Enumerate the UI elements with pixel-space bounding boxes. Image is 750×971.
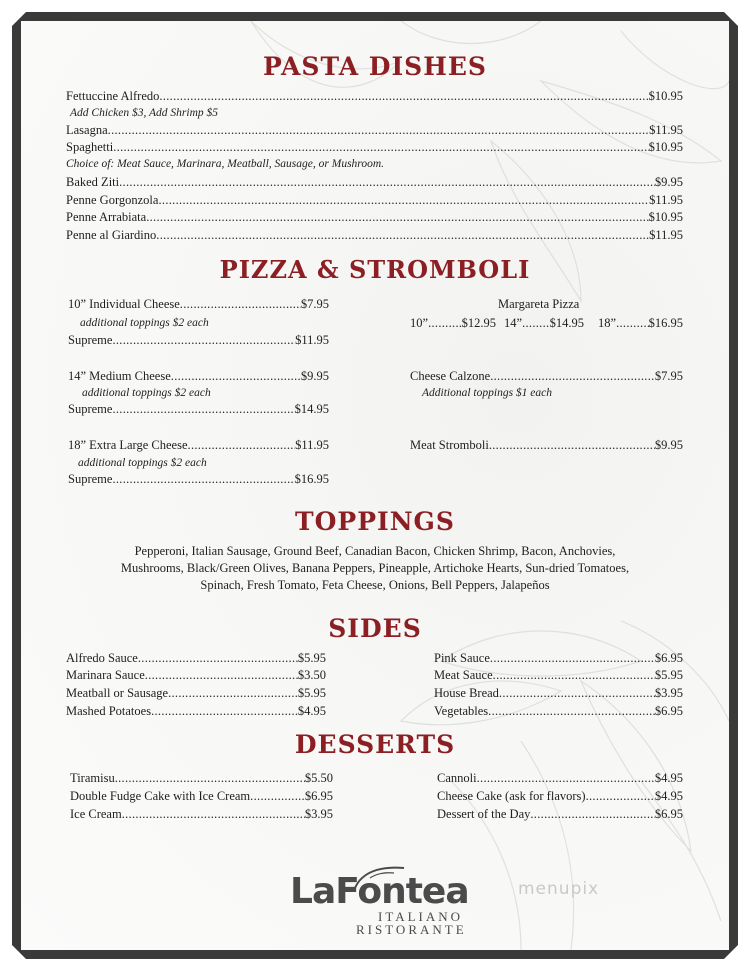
leader-dots <box>493 668 655 682</box>
leader-dots <box>112 402 294 416</box>
item-name: Supreme <box>68 472 113 486</box>
item-name: Alfredo Sauce <box>66 651 138 665</box>
menu-item <box>68 333 329 347</box>
menu-item <box>66 175 683 189</box>
menu-item <box>66 668 326 682</box>
menu-item <box>434 704 683 718</box>
toppings-list <box>40 543 710 594</box>
item-note: Choice of: Meat Sauce, Marinara, Meatball, Sausage, or Mushroom. <box>66 158 385 170</box>
item-price: $4.95 <box>654 789 683 803</box>
item-price: $9.95 <box>654 438 683 452</box>
menupix-watermark: menupix <box>518 879 600 899</box>
size-label: 14” <box>504 316 523 330</box>
margareta-title: Margareta Pizza <box>498 297 580 311</box>
menu-item <box>66 704 326 718</box>
item-price: $5.95 <box>297 686 326 700</box>
leader-dots <box>168 686 298 700</box>
item-price: $16.95 <box>294 472 329 486</box>
leader-dots <box>115 771 305 785</box>
leader-dots <box>122 807 305 821</box>
size-label: 10” <box>410 316 429 330</box>
leader-dots <box>489 438 655 452</box>
item-price: $11.95 <box>649 228 683 242</box>
item-price: $3.50 <box>297 668 326 682</box>
leader-dots <box>171 369 301 383</box>
item-name: House Bread <box>434 686 499 700</box>
menu-item <box>68 472 329 486</box>
item-price: $10.95 <box>648 210 683 224</box>
item-name: Baked Ziti <box>66 175 120 189</box>
margareta-size-10 <box>410 316 496 330</box>
item-name: Ice Cream <box>70 807 122 821</box>
menu-item <box>68 297 329 311</box>
section-title-sides: SIDES <box>328 614 422 643</box>
item-name: Supreme <box>68 333 113 347</box>
item-price: $11.95 <box>649 193 683 207</box>
menu-item <box>66 89 683 103</box>
leader-dots <box>146 210 648 224</box>
menu-item <box>434 668 683 682</box>
leader-dots <box>108 123 649 137</box>
item-price: $6.95 <box>654 651 683 665</box>
leader-dots <box>250 789 305 803</box>
item-price: $7.95 <box>654 369 683 383</box>
item-name: Penne Gorgonzola <box>66 193 159 207</box>
item-price: $7.95 <box>300 297 329 311</box>
item-price: $11.95 <box>649 123 683 137</box>
item-price: $6.95 <box>654 704 683 718</box>
size-price: $16.95 <box>648 316 683 330</box>
item-price: $10.95 <box>648 89 683 103</box>
leader-dots <box>159 89 648 103</box>
item-note: additional toppings $2 each <box>78 457 207 469</box>
leader-dots <box>113 140 648 154</box>
restaurant-logo: LaFontea <box>290 871 469 912</box>
size-price: $14.95 <box>549 316 584 330</box>
leader-dots <box>490 369 655 383</box>
leader-dots <box>488 704 655 718</box>
menu-item <box>437 807 683 821</box>
leader-dots <box>428 316 462 330</box>
leader-dots <box>530 807 655 821</box>
item-name: 14” Medium Cheese <box>68 369 171 383</box>
item-note: additional toppings $2 each <box>80 317 209 329</box>
menu-item <box>68 402 329 416</box>
item-name: Marinara Sauce <box>66 668 145 682</box>
menu-item <box>66 193 683 207</box>
item-name: Meat Sauce <box>434 668 493 682</box>
leader-dots <box>151 704 298 718</box>
item-price: $9.95 <box>654 175 683 189</box>
leader-dots <box>112 472 294 486</box>
section-title-pizza: PIZZA & STROMBOLI <box>219 255 531 284</box>
item-name: Pink Sauce <box>434 651 490 665</box>
size-price: $12.95 <box>461 316 496 330</box>
item-note: additional toppings $2 each <box>82 387 211 399</box>
item-price: $5.50 <box>304 771 333 785</box>
leader-dots <box>158 193 649 207</box>
item-name: 10” Individual Cheese <box>68 297 180 311</box>
margareta-size-18 <box>598 316 683 330</box>
leader-dots <box>188 438 296 452</box>
menu-item <box>66 228 683 242</box>
item-price: $6.95 <box>654 807 683 821</box>
menu-item <box>410 438 683 452</box>
item-name: Fettuccine Alfredo <box>66 89 160 103</box>
menu-item <box>66 123 683 137</box>
item-name: Dessert of the Day <box>437 807 531 821</box>
item-price: $4.95 <box>654 771 683 785</box>
item-name: Cheese Cake (ask for flavors) <box>437 789 586 803</box>
item-name: Meatball or Sausage <box>66 686 169 700</box>
size-label: 18” <box>598 316 617 330</box>
item-name: Meat Stromboli <box>410 438 489 452</box>
leader-dots <box>119 175 655 189</box>
leader-dots <box>180 297 301 311</box>
item-name: Cannoli <box>437 771 477 785</box>
margareta-size-14 <box>504 316 584 330</box>
leader-dots <box>499 686 655 700</box>
item-name: 18” Extra Large Cheese <box>68 438 188 452</box>
item-name: Mashed Potatoes <box>66 704 152 718</box>
menu-item <box>437 789 683 803</box>
leader-dots <box>477 771 655 785</box>
item-name: Tiramisu <box>70 771 115 785</box>
menu-item <box>66 140 683 154</box>
item-price: $10.95 <box>648 140 683 154</box>
item-note: Additional toppings $1 each <box>422 387 553 399</box>
item-name: Cheese Calzone <box>410 369 491 383</box>
leader-dots <box>490 651 655 665</box>
menu-item <box>70 807 333 821</box>
menu-item <box>434 651 683 665</box>
item-name: Penne Arrabiata <box>66 210 147 224</box>
leader-dots <box>145 668 298 682</box>
item-name: Supreme <box>68 402 113 416</box>
item-price: $11.95 <box>295 438 329 452</box>
leader-dots <box>138 651 298 665</box>
item-price: $5.95 <box>297 651 326 665</box>
logo-line-1: ITALIANO <box>378 909 464 924</box>
toppings-line: Spinach, Fresh Tomato, Feta Cheese, Onions, Bell Peppers, Jalapeños <box>200 578 550 592</box>
toppings-line: Pepperoni, Italian Sausage, Ground Beef, Canadian Bacon, Chicken Shrimp, Bacon, Anchovies, <box>134 544 616 558</box>
menu-item <box>70 771 333 785</box>
menu-item <box>66 651 326 665</box>
item-price: $14.95 <box>294 402 329 416</box>
item-name: Double Fudge Cake with Ice Cream <box>70 789 251 803</box>
item-price: $6.95 <box>304 789 333 803</box>
menu-item <box>68 369 329 383</box>
leader-dots <box>586 789 655 803</box>
leader-dots <box>522 316 550 330</box>
item-note: Add Chicken $3, Add Shrimp $5 <box>70 107 218 119</box>
leader-dots <box>156 228 649 242</box>
item-name: Vegetables <box>434 704 489 718</box>
section-title-desserts: DESSERTS <box>294 730 456 759</box>
logo-line-2: RISTORANTE <box>356 922 467 937</box>
leader-dots <box>112 333 295 347</box>
menu-item <box>66 686 326 700</box>
item-price: $4.95 <box>297 704 326 718</box>
item-price: $9.95 <box>300 369 329 383</box>
item-price: $3.95 <box>304 807 333 821</box>
menu-item <box>434 686 683 700</box>
menu-item <box>68 438 329 452</box>
menu-item <box>66 210 683 224</box>
leader-dots <box>616 316 649 330</box>
item-price: $11.95 <box>295 333 329 347</box>
section-title-toppings: TOPPINGS <box>295 507 455 536</box>
menu-item <box>70 789 333 803</box>
item-name: Spaghetti <box>66 140 114 154</box>
menu-item <box>410 369 683 383</box>
section-title-pasta: PASTA DISHES <box>263 52 487 81</box>
toppings-line: Mushrooms, Black/Green Olives, Banana Peppers, Pineapple, Artichoke Hearts, Sun-dried Tomatoes, <box>120 561 630 575</box>
menu-item <box>437 771 683 785</box>
item-price: $3.95 <box>654 686 683 700</box>
item-price: $5.95 <box>654 668 683 682</box>
item-name: Penne al Giardino <box>66 228 157 242</box>
item-name: Lasagna <box>66 123 108 137</box>
